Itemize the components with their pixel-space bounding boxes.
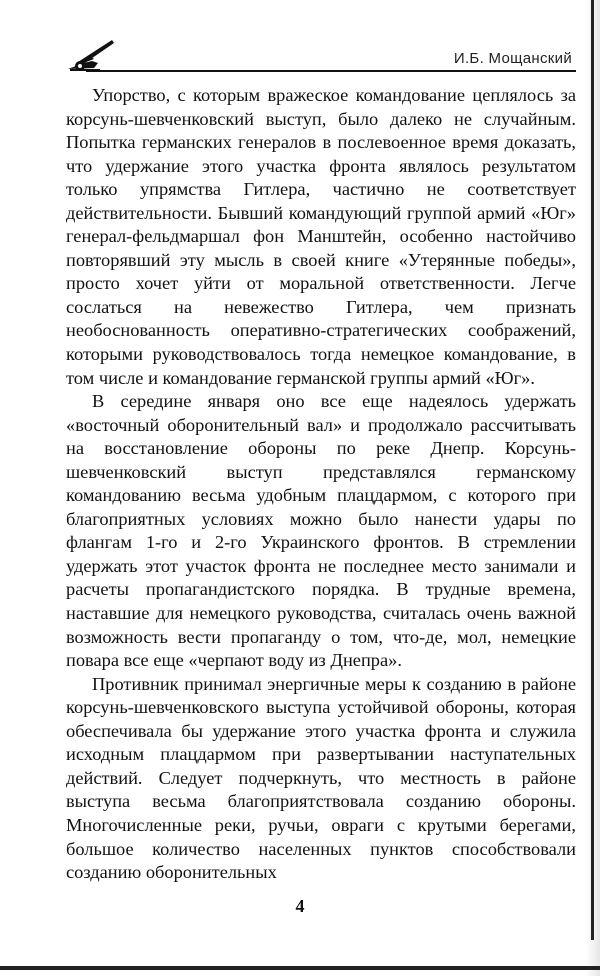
author-name: И.Б. Мощанский bbox=[446, 50, 572, 67]
header-rule bbox=[86, 70, 576, 72]
page-header bbox=[64, 52, 576, 74]
scan-edge-line bbox=[591, 0, 594, 940]
artillery-gun-icon bbox=[64, 32, 124, 72]
bottom-rule bbox=[0, 966, 600, 970]
page-number: 4 bbox=[295, 896, 305, 916]
paragraph: Упорство, с которым вражеское командование цеплялось за корсунь-шевченковский выступ, было далеко не случайным. Попытка германских генералов в послевоенное время доказать, что удержание этого участка фронта являлось результатом только упрямства Гитлера, частично не соответствует действительности. Бывший командующий группой армий «Юг» генерал-фельдмаршал фон Манштейн, особенно настойчиво повторявший эту мысль в своей книге «Утерянные победы», просто хочет уйти от моральной ответственности. Легче сослаться на невежество Гитлера, чем признать необоснованность оперативно-стратегических соображений, которыми руководствовалось тогда немецкое командование, в том числе и командование германской группы армий «Юг». bbox=[66, 85, 576, 388]
paragraph: В середине января оно все еще надеялось удержать «восточный оборонительный вал» и продолжало рассчитывать на восстановление обороны по реке Днепр. Корсунь-шевченковский выступ представлялся германскому командованию весьма удобным плацдармом, с которого при благоприятных условиях можно было нанести удары по флангам 1-го и 2-го Украинского фронтов. В стремлении удержать этот участок фронта не последнее место занимали и расчеты пропагандистского порядка. В трудные времена, наставшие для немецкого руководства, считалась очень важной возможность вести пропаганду о том, что-де, мол, немецкие повара все еще «черпают воду из Днепра». bbox=[66, 391, 576, 671]
body-text bbox=[66, 84, 576, 885]
paragraph: Противник принимал энергичные меры к созданию в районе корсунь-шевченковского выступа устойчивой обороны, которая обеспечивала бы удержание этого участка фронта и служила исходным плацдармом при развертывании наступательных действий. Следует подчеркнуть, что местность в районе выступа весьма благоприятствовала созданию обороны. Многочисленные реки, ручьи, овраги с крутыми берегами, большое количество населенных пунктов способствовали созданию оборонительных bbox=[66, 673, 576, 883]
